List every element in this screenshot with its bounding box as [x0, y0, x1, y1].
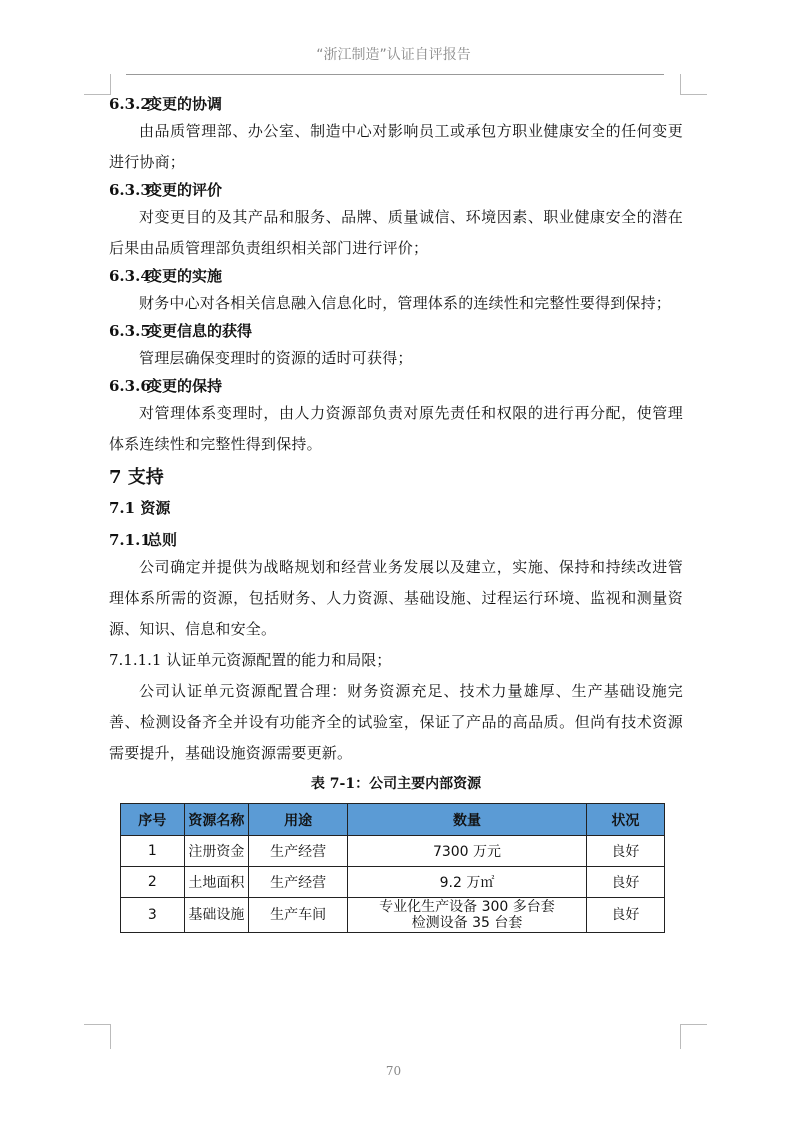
page-number: 70 — [385, 1064, 402, 1078]
table-cell: 良好 — [586, 836, 664, 867]
column-header: 序号 — [121, 804, 185, 836]
table-cell: 7300 万元 — [348, 836, 587, 867]
table-cell: 注册资金 — [184, 836, 249, 867]
heading-6-3-4 — [109, 264, 683, 288]
table-cell: 良好 — [586, 898, 664, 933]
heading-title: 变更的协调 — [147, 95, 223, 113]
column-header: 状况 — [586, 804, 664, 836]
resources-table — [120, 803, 665, 933]
table-cell: 9.2 万㎡ — [348, 867, 587, 898]
heading-6-3-3 — [109, 178, 683, 202]
paragraph-6-3-6: 对管理体系变理时，由人力资源部负责对原先责任和权限的进行再分配，使管理体系连续性和完整性得到保持。 — [109, 404, 683, 453]
heading-6-3-5 — [109, 319, 683, 343]
table-cell: 良好 — [586, 867, 664, 898]
table-cell: 土地面积 — [184, 867, 249, 898]
heading-title: 总则 — [147, 531, 178, 549]
header-rule — [126, 74, 664, 75]
table-cell: 生产经营 — [249, 867, 348, 898]
cell-line: 检测设备 35 台套 — [411, 915, 523, 931]
paragraph-6-3-4: 财务中心对各相关信息融入信息化时，管理体系的连续性和完整性要得到保持； — [139, 294, 672, 312]
table-row — [121, 867, 665, 898]
heading-title: 变更的实施 — [147, 267, 223, 285]
heading-number: 7.1.1 — [109, 531, 151, 549]
table-cell: 生产经营 — [249, 836, 348, 867]
table-cell: 生产车间 — [249, 898, 348, 933]
cell-line: 专业化生产设备 300 多台套 — [379, 899, 555, 915]
chapter-7-heading: 7 支持 — [109, 467, 164, 488]
table-cell: 2 — [121, 867, 185, 898]
table-cell: 基础设施 — [184, 898, 249, 933]
heading-title: 变更信息的获得 — [147, 322, 253, 340]
heading-number: 6.3.3 — [109, 181, 151, 199]
table-cell: 3 — [121, 898, 185, 933]
column-header: 数量 — [348, 804, 587, 836]
table-cell-multiline — [348, 898, 587, 933]
heading-title: 变更的保持 — [147, 377, 223, 395]
heading-number: 6.3.4 — [109, 267, 151, 285]
crop-mark-top-right — [680, 74, 707, 95]
heading-number: 6.3.2 — [109, 95, 151, 113]
heading-6-3-2 — [109, 92, 683, 116]
paragraph-7-1-1: 公司确定并提供为战略规划和经营业务发展以及建立，实施、保持和持续改进管理体系所需的资源，包括财务、人力资源、基础设施、过程运行环境、监视和测量资源、知识、信息和安全。 — [109, 558, 683, 638]
paragraph-6-3-2: 由品质管理部、办公室、制造中心对影响员工或承包方职业健康安全的任何变更进行协商； — [109, 122, 683, 171]
table-row — [121, 898, 665, 933]
paragraph-6-3-5: 管理层确保变理时的资源的适时可获得； — [139, 349, 413, 367]
column-header: 用途 — [249, 804, 348, 836]
crop-mark-bottom-left — [84, 1024, 111, 1049]
page-header: “浙江制造”认证自评报告 — [316, 47, 471, 63]
table-row — [121, 836, 665, 867]
item-7-1-1-1: 7.1.1.1 认证单元资源配置的能力和局限； — [109, 651, 392, 669]
column-header: 资源名称 — [184, 804, 249, 836]
heading-title: 变更的评价 — [147, 181, 223, 199]
heading-7-1-1 — [109, 528, 683, 552]
paragraph-6-3-3: 对变更目的及其产品和服务、品牌、质量诚信、环境因素、职业健康安全的潜在后果由品质管理部负责组织相关部门进行评价； — [109, 208, 683, 257]
heading-number: 6.3.6 — [109, 377, 151, 395]
document-body — [109, 92, 683, 933]
heading-number: 6.3.5 — [109, 322, 151, 340]
table-caption: 表 7-1：公司主要内部资源 — [310, 776, 482, 792]
crop-mark-top-left — [84, 74, 111, 95]
table-header-row — [121, 804, 665, 836]
paragraph-7-1-1-1: 公司认证单元资源配置合理：财务资源充足、技术力量雄厚、生产基础设施完善、检测设备齐全并设有功能齐全的试验室，保证了产品的高品质。但尚有技术资源需要提升，基础设施资源需要更新。 — [109, 682, 683, 762]
heading-6-3-6 — [109, 374, 683, 398]
heading-7-1: 7.1 资源 — [109, 499, 171, 517]
crop-mark-bottom-right — [680, 1024, 707, 1049]
table-cell: 1 — [121, 836, 185, 867]
